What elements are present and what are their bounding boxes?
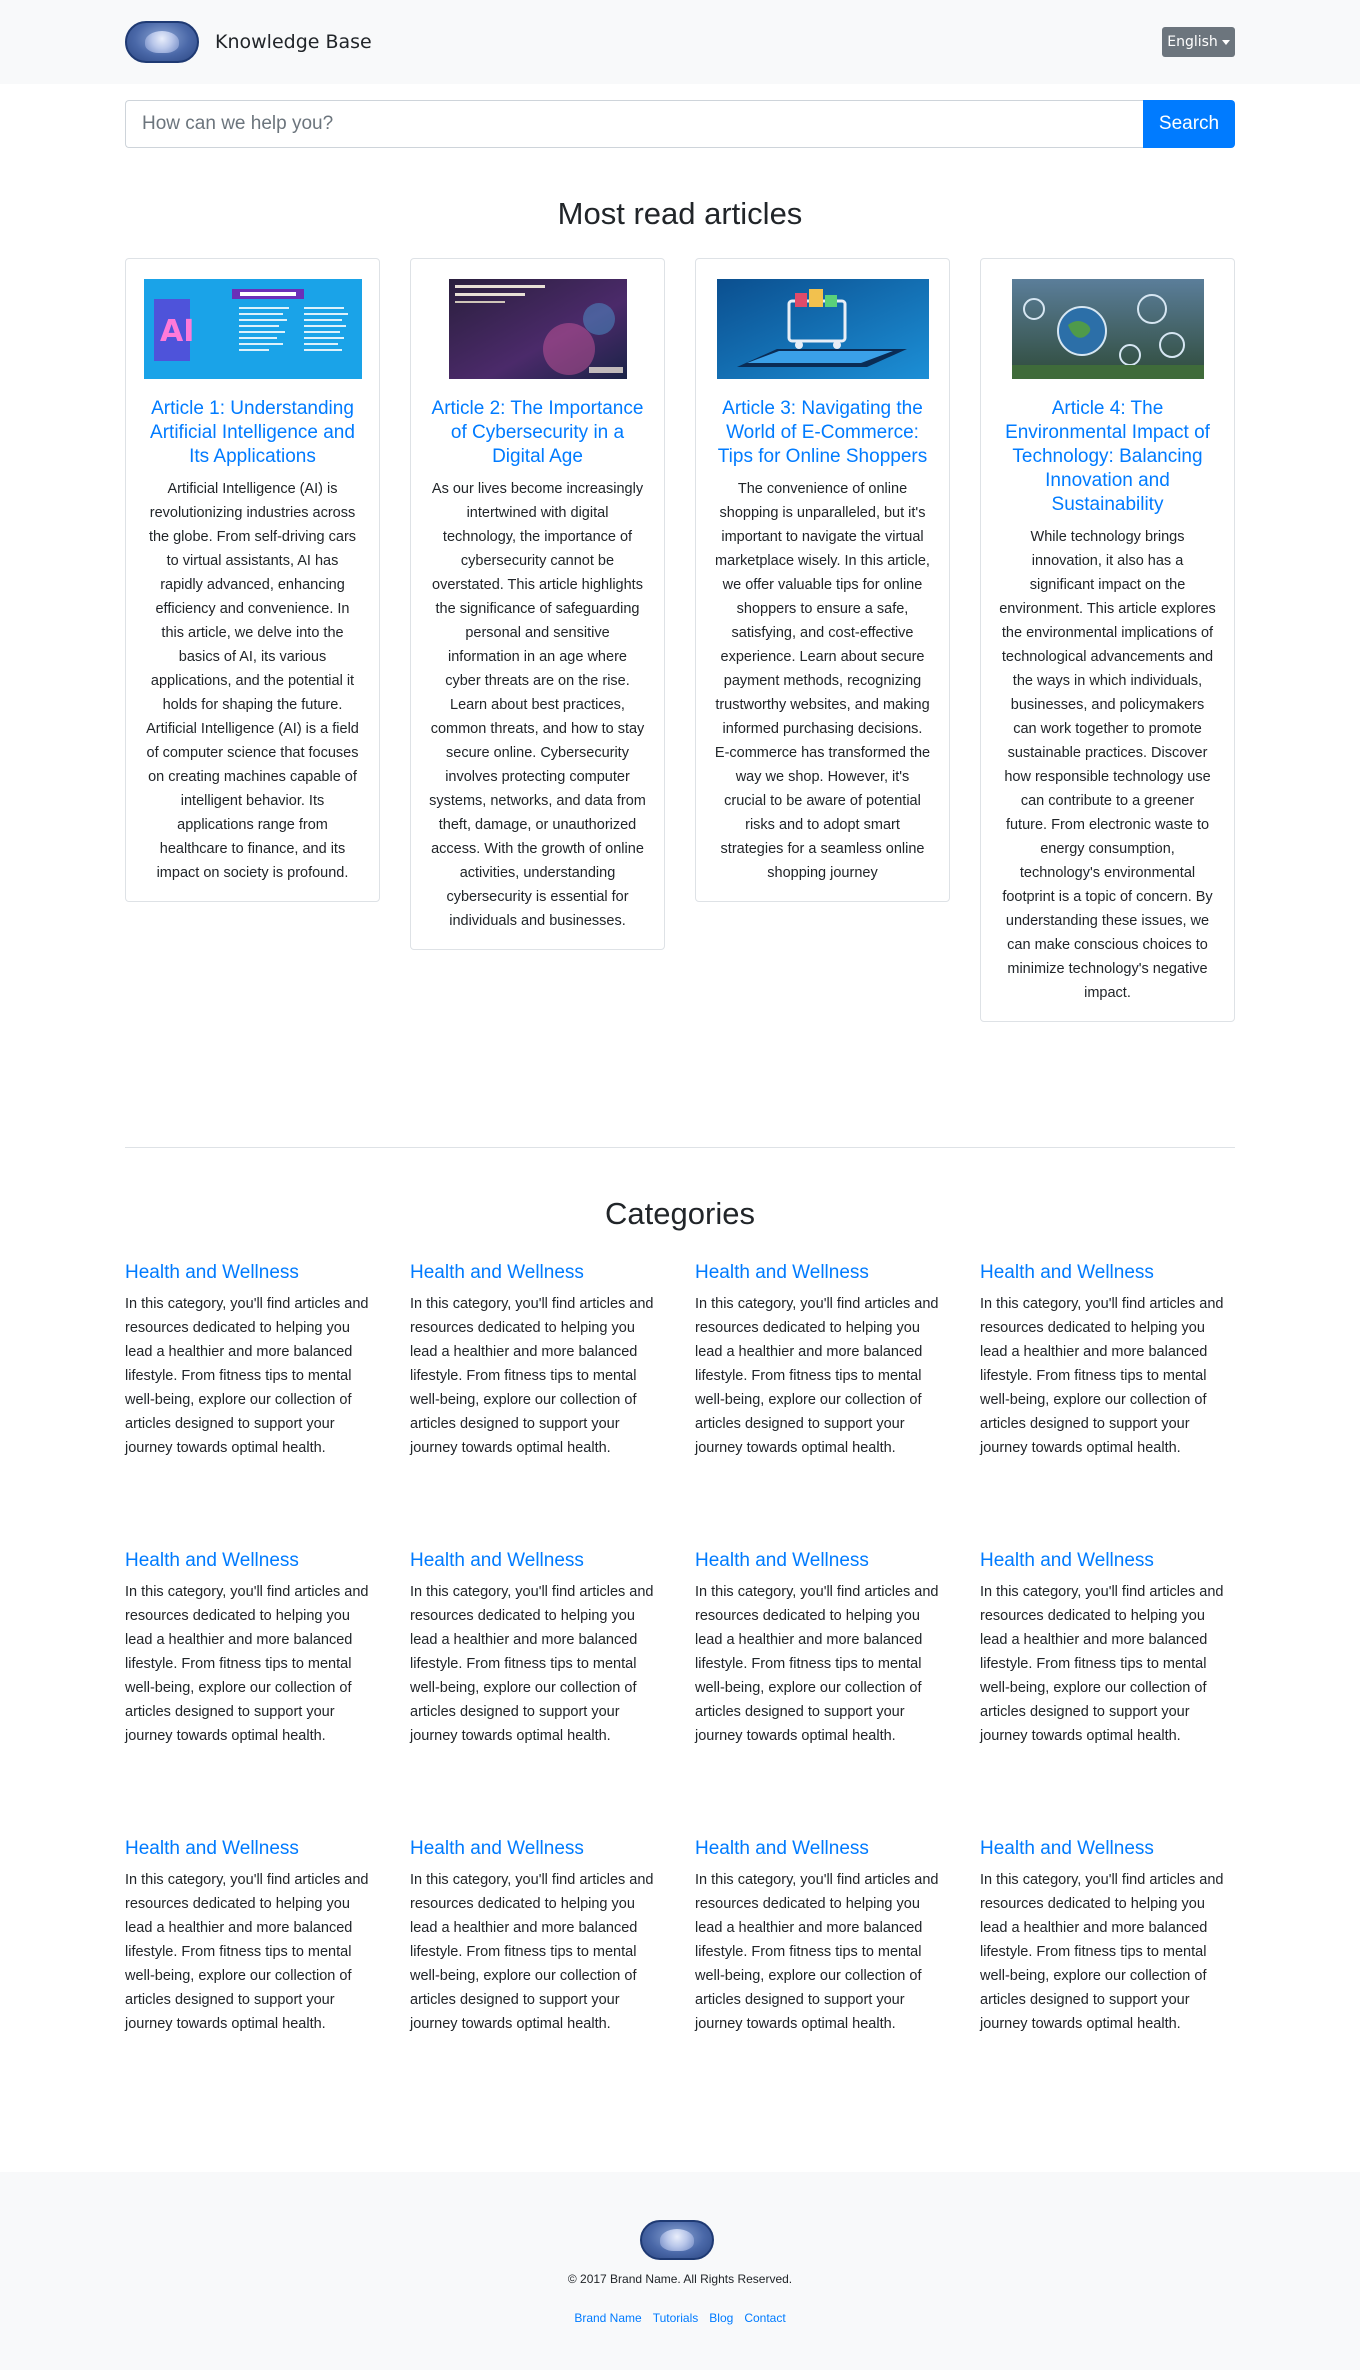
category-title[interactable]: Health and Wellness	[695, 1550, 869, 1571]
category-item	[980, 1549, 1235, 1748]
category-item	[695, 1261, 950, 1460]
category-description: In this category, you'll find articles and resources dedicated to helping you lead a healthier and more balanced lifestyle. From fitness tips to mental well-being, explore our collection of articles designed to support your journey towards optimal health.	[410, 1584, 654, 1744]
footer-links	[0, 2311, 1360, 2325]
cybersecurity-image[interactable]	[449, 279, 627, 379]
footer-link-blog[interactable]: Blog	[709, 2311, 734, 2325]
category-description: In this category, you'll find articles and resources dedicated to helping you lead a healthier and more balanced lifestyle. From fitness tips to mental well-being, explore our collection of articles designed to support your journey towards optimal health.	[695, 1296, 939, 1456]
most-read-title: Most read articles	[557, 196, 803, 231]
brand-logo-icon	[125, 21, 199, 63]
category-item	[125, 1261, 380, 1460]
language-dropdown-button[interactable]	[1162, 27, 1235, 57]
category-description: In this category, you'll find articles and resources dedicated to helping you lead a healthier and more balanced lifestyle. From fitness tips to mental well-being, explore our collection of articles designed to support your journey towards optimal health.	[980, 1872, 1224, 2032]
category-title[interactable]: Health and Wellness	[125, 1262, 299, 1283]
article-card	[695, 258, 950, 902]
footer-link-contact[interactable]: Contact	[744, 2311, 786, 2325]
category-description: In this category, you'll find articles and resources dedicated to helping you lead a healthier and more balanced lifestyle. From fitness tips to mental well-being, explore our collection of articles designed to support your journey towards optimal health.	[980, 1296, 1224, 1456]
category-title[interactable]: Health and Wellness	[695, 1838, 869, 1859]
article-excerpt: The convenience of online shopping is unparalleled, but it's important to navigate the virtual marketplace wisely. In this article, we offer valuable tips for online shoppers to ensure a safe, satisfying, and cost-effective experience. Learn about secure payment methods, recognizing trustworthy websites, and making informed purchasing decisions. E-commerce has transformed the way we shop. However, it's crucial to be aware of potential risks and to adopt smart strategies for a seamless online shopping journey	[714, 481, 931, 881]
category-item	[410, 1261, 665, 1460]
category-item	[125, 1837, 380, 2036]
category-item	[125, 1549, 380, 1748]
category-title[interactable]: Health and Wellness	[125, 1838, 299, 1859]
copyright-text: © 2017 Brand Name. All Rights Reserved.	[567, 2272, 793, 2286]
category-description: In this category, you'll find articles and resources dedicated to helping you lead a healthier and more balanced lifestyle. From fitness tips to mental well-being, explore our collection of articles designed to support your journey towards optimal health.	[410, 1296, 654, 1456]
category-description: In this category, you'll find articles and resources dedicated to helping you lead a healthier and more balanced lifestyle. From fitness tips to mental well-being, explore our collection of articles designed to support your journey towards optimal health.	[125, 1872, 369, 2032]
category-description: In this category, you'll find articles and resources dedicated to helping you lead a healthier and more balanced lifestyle. From fitness tips to mental well-being, explore our collection of articles designed to support your journey towards optimal health.	[125, 1584, 369, 1744]
category-item	[695, 1837, 950, 2036]
category-description: In this category, you'll find articles and resources dedicated to helping you lead a healthier and more balanced lifestyle. From fitness tips to mental well-being, explore our collection of articles designed to support your journey towards optimal health.	[695, 1872, 939, 2032]
article-card	[125, 258, 380, 902]
ai-applications-image[interactable]	[144, 279, 362, 379]
category-title[interactable]: Health and Wellness	[410, 1550, 584, 1571]
section-divider	[125, 1147, 1235, 1148]
footer-logo-icon[interactable]	[640, 2220, 714, 2260]
article-title[interactable]: Article 1: Understanding Artificial Intelligence and Its Applications	[150, 398, 355, 467]
article-excerpt: While technology brings innovation, it also has a significant impact on the environment. This article explores the environmental implications of technological advancements and the ways in which individuals, businesses, and policymakers can work together to promote sustainable practices. Discover how responsible technology use can contribute to a greener future. From electronic waste to energy consumption, technology's environmental footprint is a topic of concern. By understanding these issues, we can make conscious choices to minimize technology's negative impact.	[999, 529, 1216, 1001]
brand[interactable]	[125, 21, 372, 63]
footer-link-brand-name[interactable]: Brand Name	[574, 2311, 642, 2325]
category-description: In this category, you'll find articles and resources dedicated to helping you lead a healthier and more balanced lifestyle. From fitness tips to mental well-being, explore our collection of articles designed to support your journey towards optimal health.	[980, 1584, 1224, 1744]
caret-down-icon	[1222, 40, 1230, 45]
article-card	[410, 258, 665, 950]
search-button[interactable]: Search	[1143, 100, 1235, 148]
category-title[interactable]: Health and Wellness	[410, 1262, 584, 1283]
category-title[interactable]: Health and Wellness	[695, 1262, 869, 1283]
category-description: In this category, you'll find articles and resources dedicated to helping you lead a healthier and more balanced lifestyle. From fitness tips to mental well-being, explore our collection of articles designed to support your journey towards optimal health.	[125, 1296, 369, 1456]
article-title[interactable]: Article 4: The Environmental Impact of Technology: Balancing Innovation and Sustainability	[1005, 398, 1210, 515]
category-title[interactable]: Health and Wellness	[980, 1838, 1154, 1859]
footer	[0, 2172, 1360, 2370]
category-item	[980, 1261, 1235, 1460]
footer-link-tutorials[interactable]: Tutorials	[652, 2311, 699, 2325]
environment-technology-image[interactable]	[1012, 279, 1204, 379]
article-excerpt: Artificial Intelligence (AI) is revolutionizing industries across the globe. From self-driving cars to virtual assistants, AI has rapidly advanced, enhancing efficiency and convenience. In this article, we delve into the basics of AI, its various applications, and the potential it holds for shaping the future. Artificial Intelligence (AI) is a field of computer science that focuses on creating machines capable of intelligent behavior. Its applications range from healthcare to finance, and its impact on society is profound.	[146, 481, 359, 881]
category-item	[980, 1837, 1235, 2036]
ecommerce-image[interactable]	[717, 279, 929, 379]
search-input[interactable]	[125, 100, 1143, 148]
category-item	[410, 1837, 665, 2036]
category-title[interactable]: Health and Wellness	[410, 1838, 584, 1859]
category-description: In this category, you'll find articles and resources dedicated to helping you lead a healthier and more balanced lifestyle. From fitness tips to mental well-being, explore our collection of articles designed to support your journey towards optimal health.	[695, 1584, 939, 1744]
svg-text:AI: AI	[160, 314, 195, 349]
category-item	[695, 1549, 950, 1748]
article-card	[980, 258, 1235, 1022]
category-title[interactable]: Health and Wellness	[980, 1550, 1154, 1571]
article-title[interactable]: Article 2: The Importance of Cybersecurity in a Digital Age	[431, 398, 644, 467]
category-description: In this category, you'll find articles and resources dedicated to helping you lead a healthier and more balanced lifestyle. From fitness tips to mental well-being, explore our collection of articles designed to support your journey towards optimal health.	[410, 1872, 654, 2032]
article-title[interactable]: Article 3: Navigating the World of E-Commerce: Tips for Online Shoppers	[717, 398, 928, 467]
brand-name: Knowledge Base	[215, 31, 372, 53]
categories-title: Categories	[605, 1196, 755, 1231]
category-title[interactable]: Health and Wellness	[125, 1550, 299, 1571]
article-excerpt: As our lives become increasingly intertwined with digital technology, the importance of cybersecurity cannot be overstated. This article highlights the significance of safeguarding personal and sensitive information in an age where cyber threats are on the rise. Learn about best practices, common threats, and how to stay secure online. Cybersecurity involves protecting computer systems, networks, and data from theft, damage, or unauthorized access. With the growth of online activities, understanding cybersecurity is essential for individuals and businesses.	[429, 481, 646, 929]
navbar	[0, 0, 1360, 84]
language-label: English	[1167, 34, 1218, 50]
category-title[interactable]: Health and Wellness	[980, 1262, 1154, 1283]
category-item	[410, 1549, 665, 1748]
